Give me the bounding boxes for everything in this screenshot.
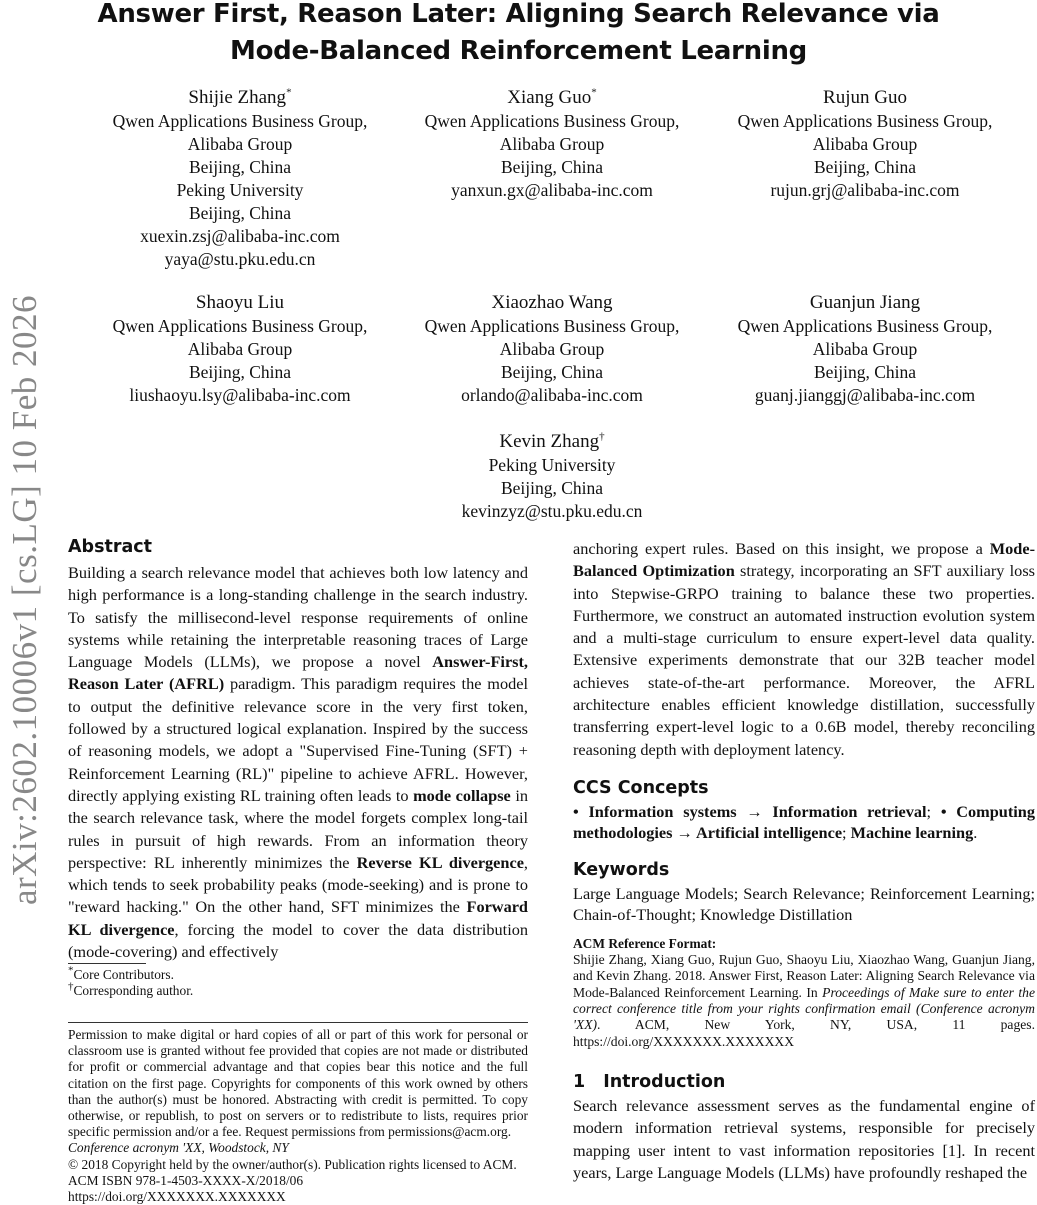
author-affiliation: Alibaba Group (187, 339, 293, 359)
author-name-text: Shijie Zhang (188, 87, 287, 108)
footnote-core (68, 964, 528, 983)
bold-text: • Computing methodologies → Artificial intelligence (573, 801, 1035, 842)
author-name (705, 291, 1025, 315)
author-affiliation: Beijing, China (500, 157, 604, 177)
conference-line: Conference acronym 'XX, Woodstock, NY (68, 1140, 289, 1156)
text-run: Building a search relevance model that achieves both low latency and high performance is a long-standing challenge in the search industry. To satisfy the millisecond-level response requirements of online systems while retaining the interpretable reasoning traces of Large Language Models (LLMs), we propose a novel (68, 563, 528, 672)
abstract-heading: Abstract (68, 537, 153, 557)
author-affiliation: Alibaba Group (499, 339, 605, 359)
author-affiliation: Qwen Applications Business Group, (424, 111, 680, 131)
bold-text: Forward KL divergence (68, 897, 528, 939)
author-email[interactable]: kevinzyz@stu.pku.edu.cn (461, 501, 643, 521)
bold-text: Answer-First, Reason Later (AFRL) (68, 652, 528, 694)
author-affiliation: Alibaba Group (812, 339, 918, 359)
author-affiliation: Qwen Applications Business Group, (112, 316, 368, 336)
title-line: Answer First, Reason Later: Aligning Search Relevance via (97, 0, 940, 29)
title-line: Mode-Balanced Reinforcement Learning (230, 36, 807, 66)
author-affiliation: Beijing, China (188, 362, 292, 382)
author-affiliation: Alibaba Group (499, 134, 605, 154)
keywords-text: Large Language Models; Search Relevance; Reinforcement Learning; Chain-of-Thought; Knowledge Distillation (573, 883, 1035, 924)
acm-reference-heading: ACM Reference Format: (573, 935, 717, 951)
bold-text: Mode-Balanced Optimization (573, 539, 1035, 581)
text-run: , forcing the model to cover the data distribution (mode-covering) and effectively (68, 919, 529, 962)
arxiv-stamp: arXiv:2602.10006v1 [cs.LG] 10 Feb 2026 (5, 294, 44, 906)
author-name-text: Guanjun Jiang (809, 292, 921, 313)
author-block (705, 291, 1025, 407)
italic-text: Proceedings of Make sure to enter the correct conference title from your rights confirmation email (Conference acronym 'XX) (573, 984, 1035, 1033)
footnote-core-text: Core Contributors. (73, 967, 174, 982)
author-name (705, 86, 1025, 110)
author-email[interactable]: rujun.grj@alibaba-inc.com (770, 180, 960, 200)
author-name-text: Xiang Guo (507, 87, 592, 108)
text-run: . ACM, New York, NY, USA, 11 pages. https://doi.org/XXXXXXX.XXXXXXX (573, 1017, 1035, 1049)
left-column (68, 537, 528, 963)
footnote-corresponding (68, 980, 528, 999)
dagger-mark: † (68, 980, 74, 993)
author-block (392, 291, 712, 407)
bold-text: • Information systems → Information retrieval (573, 801, 927, 821)
ccs-heading: CCS Concepts (573, 777, 709, 798)
author-block (392, 430, 712, 523)
author-block (705, 86, 1025, 202)
author-block (80, 291, 400, 407)
author-affiliation: Qwen Applications Business Group, (424, 316, 680, 336)
author-affiliation: Peking University (176, 180, 304, 200)
author-affiliation: Beijing, China (500, 478, 604, 498)
author-block (392, 86, 712, 202)
acm-reference-text (573, 952, 1035, 1050)
text-run: strategy, incorporating an SFT auxiliary loss into Stepwise-GRPO training to balance these two properties. Furthermore, we construct an automated instruction evolution system and a multi-stage curriculum to ensure expert-level data quality. Extensive experiments demonstrate that our 32B teacher model achieves state-of-the-art performance. Moreover, the AFRL architecture enables efficient knowledge distillation, successfully transferring expert-level logic to a 0.6B model, thereby reconciling reasoning depth with deployment latency. (573, 561, 1035, 759)
section-number: 1 (573, 1071, 586, 1092)
text-run: in the search relevance task, where the model forgets complex long-tail rules in pursuit of high rewards. From an information theory perspective: RL inherently minimizes the (68, 785, 528, 872)
author-email[interactable]: yanxun.gx@alibaba-inc.com (451, 180, 653, 200)
author-name (80, 86, 400, 110)
author-affiliation: Qwen Applications Business Group, (112, 111, 368, 131)
author-affiliation: Alibaba Group (812, 134, 918, 154)
introduction-heading (573, 1072, 1035, 1092)
author-name (392, 291, 712, 315)
author-name-text: Kevin Zhang (499, 431, 600, 452)
permission-text: Permission to make digital or hard copies of all or part of this work for personal or classroom use is granted without fee provided that copies are not made or distributed for profit or commercial advantage and that copies bear this notice and the full citation on the first page. Copyrights for components of this work owned by others than the author(s) must be honored. Abstracting with credit is permitted. To copy otherwise, or republish, to post on servers or to redistribute to lists, requires prior specific permission and/or a fee. Request permissions from permissions@acm.org. (68, 1027, 528, 1140)
author-affiliation: Peking University (488, 455, 616, 475)
author-email[interactable]: orlando@alibaba-inc.com (461, 385, 643, 405)
section-title: Introduction (603, 1071, 726, 1092)
author-email[interactable]: guanj.jianggj@alibaba-inc.com (754, 385, 976, 405)
text-run: , which tends to seek probability peaks (mode-seeking) and is prone to "reward hacking." On the other hand, SFT minimizes the (68, 852, 528, 917)
footnotes (68, 963, 528, 999)
text-run: Shijie Zhang, Xiang Guo, Rujun Guo, Shaoyu Liu, Xiaozhao Wang, Guanjun Jiang, and Kevin Zhang. 2018. Answer First, Reason Later: Aligning Search Relevance via Mode-Balanced Reinforcement Learning. In (573, 952, 1035, 1000)
author-affiliation: Qwen Applications Business Group, (737, 316, 993, 336)
author-block (80, 86, 400, 271)
permission-block (68, 1022, 528, 1205)
ccs-concepts (573, 801, 1035, 843)
paper-title (0, 0, 1037, 70)
isbn-line: ACM ISBN 978-1-4503-XXXX-X/2018/06 (68, 1172, 304, 1188)
text-run: ; (842, 822, 851, 842)
author-affiliation: Beijing, China (813, 157, 917, 177)
author-email[interactable]: xuexin.zsj@alibaba-inc.com (140, 226, 340, 246)
text-run: paradigm. This paradigm requires the model to output the definitive relevance score in the very first token, followed by a structured logical explanation. Inspired by the success of reasoning models, we adopt a "Supervised Fine-Tuning (SFT) + Reinforcement Learning (RL)" pipeline to achieve AFRL. However, directly applying existing RL training often leads to (68, 674, 528, 805)
author-mark: † (599, 430, 605, 443)
abstract-text-part1 (68, 562, 528, 963)
author-name-text: Shaoyu Liu (195, 292, 285, 313)
author-name-text: Xiaozhao Wang (491, 292, 613, 313)
copyright-line: © 2018 Copyright held by the owner/author(s). Publication rights licensed to ACM. (68, 1156, 517, 1172)
author-email[interactable]: liushaoyu.lsy@alibaba-inc.com (129, 385, 351, 405)
text-run: ; (926, 801, 941, 821)
author-name (392, 430, 712, 454)
author-name-text: Rujun Guo (823, 87, 907, 108)
author-affiliation: Beijing, China (188, 203, 292, 223)
text-run: . (973, 822, 978, 842)
author-affiliation: Qwen Applications Business Group, (737, 111, 993, 131)
introduction-text: Search relevance assessment serves as the fundamental engine of modern information retrieval systems, responsible for precisely mapping user intent to vast information repositories [1]. In recent years, Large Language Models (LLMs) have profoundly reshaped the (573, 1095, 1035, 1182)
right-column (573, 538, 1035, 1184)
author-affiliation: Alibaba Group (187, 134, 293, 154)
abstract-text-part2 (573, 538, 1035, 761)
bold-text: Machine learning (850, 822, 974, 842)
author-affiliation: Beijing, China (188, 157, 292, 177)
keywords-heading: Keywords (573, 859, 670, 880)
author-name (80, 291, 400, 315)
footnote-corresponding-text: Corresponding author. (73, 983, 194, 999)
text-run: anchoring expert rules. Based on this insight, we propose a (573, 539, 990, 558)
doi-link[interactable]: https://doi.org/XXXXXXX.XXXXXXX (68, 1189, 286, 1205)
bold-text: mode collapse (413, 785, 511, 805)
author-mark: * (286, 86, 292, 99)
author-name (392, 86, 712, 110)
asterisk-mark: * (68, 964, 74, 977)
author-email[interactable]: yaya@stu.pku.edu.cn (164, 249, 316, 269)
bold-text: Reverse KL divergence (356, 852, 524, 872)
author-affiliation: Beijing, China (500, 362, 604, 382)
author-mark: * (591, 86, 597, 99)
author-affiliation: Beijing, China (813, 362, 917, 382)
